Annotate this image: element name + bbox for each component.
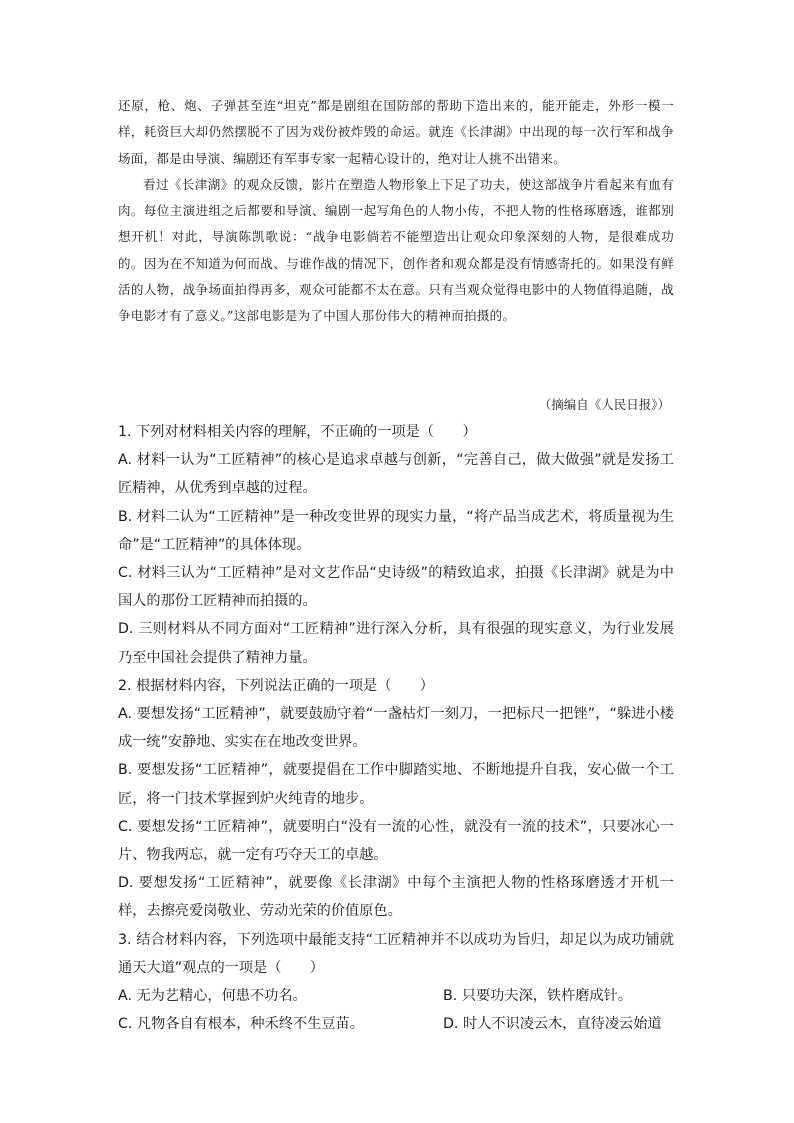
question-2-stem: 2. 根据材料内容，下列说法正确的一项是（ ）	[118, 677, 434, 694]
question-3-option-c: C. 凡物各自有根本，种禾终不生豆苗。	[118, 1016, 364, 1033]
question-1	[118, 418, 674, 672]
passage-paragraph-2: 看过《长津湖》的观众反馈，影片在塑造人物形象上下足了功夫，使这部战争片看起来有血有肉。每位主演进组之后都要和导演、编剧一起写角色的人物小传，不把人物的性格琢磨透，谁都别想开机！对此，导演陈凯歌说：“战争电影倘若不能塑造出让观众印象深刻的人物，是很难成功的。因为在不知道为何而战、与谁作战的情况下，创作者和观众都是没有情感寄托的。如果没有鲜活的人物，战争场面拍得再多，观众可能都不太在意。只有当观众觉得电影中的人物值得追随，战争电影才有了意义。”这部电影是为了中国人那份伟大的精神而拍摄的。	[118, 176, 674, 324]
question-2	[118, 672, 674, 926]
reading-passage	[118, 93, 674, 330]
question-1-stem: 1. 下列对材料相关内容的理解，不正确的一项是（ ）	[118, 424, 477, 440]
passage-source: （摘编自《人民日报》）	[538, 397, 670, 412]
question-3-option-d: D. 时人不识凌云木，直待凌云始道	[443, 1016, 662, 1033]
question-1-option-a: A. 材料一认为“工匠精神”的核心是追求卓越与创新，“完善自己，做大做强”就是发扬工匠精神，从优秀到卓越的过程。	[118, 452, 674, 497]
question-3-stem: 3. 结合材料内容，下列选项中最能支持“工匠精神并不以成功为旨归，却足以为成功铺就通天大道”观点的一项是（ ）	[118, 931, 674, 976]
question-3-option-b: B. 只要功夫深，铁杵磨成针。	[443, 988, 633, 1005]
question-2-option-a: A. 要想发扬“工匠精神”，就要鼓励守着“一盏枯灯一刻刀，一把标尺一把锉”，“躲进小楼成一统”安静地、实实在在地改变世界。	[118, 706, 674, 751]
question-1-option-b: B. 材料二认为“工匠精神”是一种改变世界的现实力量，“将产品当成艺术，将质量视为生命”是“工匠精神”的具体体现。	[118, 508, 674, 553]
question-2-option-b: B. 要想发扬“工匠精神”，就要提倡在工作中脚踏实地、不断地提升自我，安心做一个工匠，将一门技术掌握到炉火纯青的地步。	[118, 762, 674, 807]
passage-paragraph-1: 还原，枪、炮、子弹甚至连“坦克”都是剧组在国防部的帮助下造出来的，能开能走，外形一模一样，耗资巨大却仍然摆脱不了因为戏份被炸毁的命运。就连《长津湖》中出现的每一次行军和战争场面，都是由导演、编剧还有军事专家一起精心设计的，绝对让人挑不出错来。	[118, 98, 674, 166]
question-3	[118, 926, 674, 1039]
question-2-option-c: C. 要想发扬“工匠精神”，就要明白“没有一流的心性，就没有一流的技术”，只要冰心一片、物我两忘，就一定有巧夺天工的卓越。	[118, 818, 674, 864]
question-3-option-a: A. 无为艺精心，何患不功名。	[118, 988, 307, 1005]
questions-section	[118, 418, 674, 1038]
question-1-option-d: D. 三则材料从不同方面对“工匠精神”进行深入分析，具有很强的现实意义，为行业发展乃至中国社会提供了精神力量。	[118, 621, 674, 666]
question-3-options	[118, 982, 674, 1038]
question-2-option-d: D. 要想发扬“工匠精神”，就要像《长津湖》中每个主演把人物的性格琢磨透才开机一样，去擦亮爱岗敬业、劳动光荣的价值原色。	[118, 875, 674, 920]
question-1-option-c: C. 材料三认为“工匠精神”是对文艺作品“史诗级”的精致追求，拍摄《长津湖》就是为中国人的那份工匠精神而拍摄的。	[118, 565, 674, 610]
